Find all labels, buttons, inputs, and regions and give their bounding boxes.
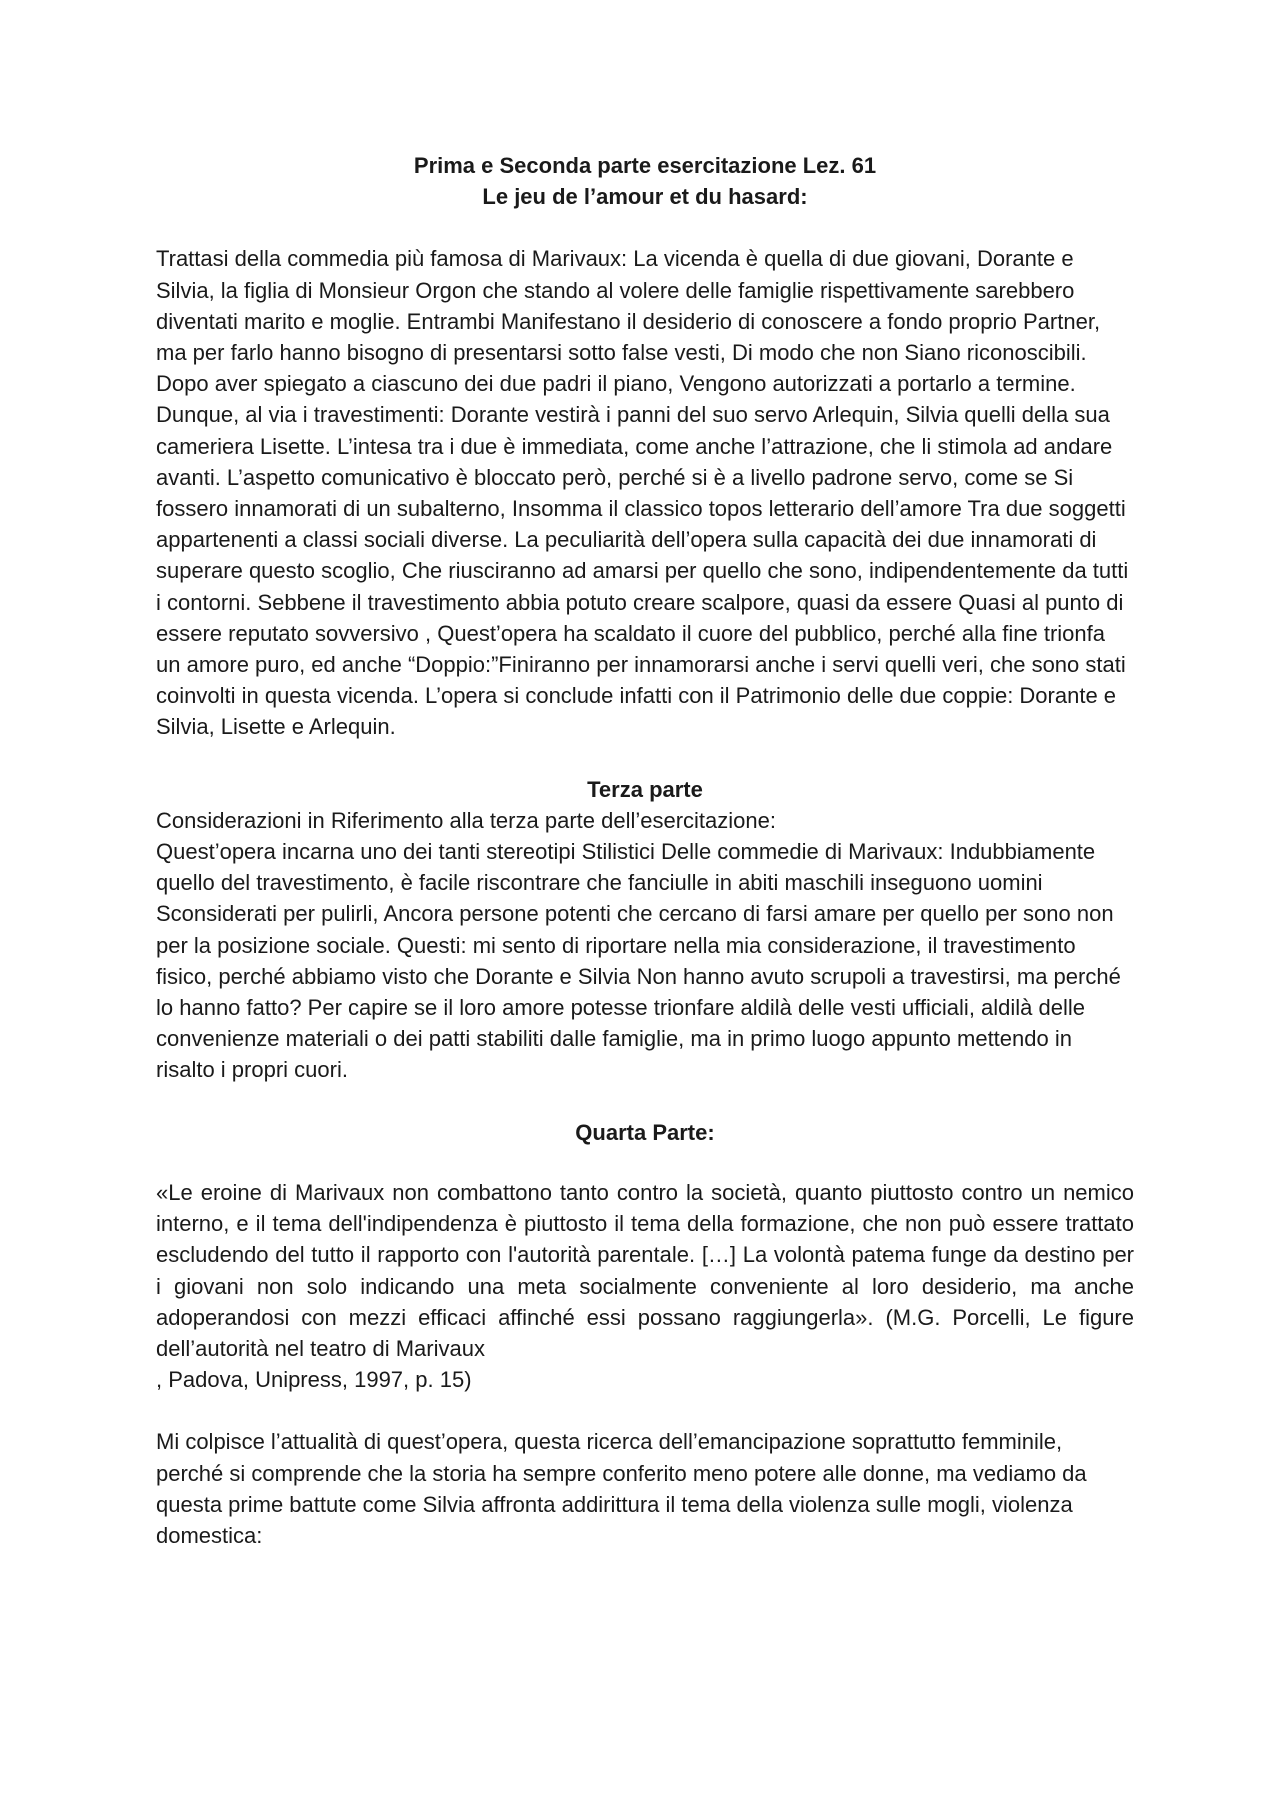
spacer [156, 212, 1134, 243]
document-title-line-1: Prima e Seconda parte esercitazione Lez. 61 [413, 153, 877, 178]
spacer [156, 1148, 1134, 1177]
section-3-heading: Quarta Parte: [575, 1119, 715, 1145]
section-3-closing-paragraph: Mi colpisce l’attualità di quest’opera, questa ricerca dell’emancipazione soprattutto femminile, perché si comprende che la storia ha sempre conferito meno potere alle donne, ma vediamo da questa prime battute come Silvia affronta addirittura il tema della violenza sulle mogli, violenza domestica: [156, 1429, 1087, 1548]
section-1-paragraph: Trattasi della commedia più famosa di Marivaux: La vicenda è quella di due giovani, Dorante e Silvia, la figlia di Monsieur Orgon che stando al volere delle famiglie rispettivamente sarebbero diventati marito e moglie. Entrambi Manifestano il desiderio di conoscere a fondo proprio Partner, ma per farlo hanno bisogno di presentarsi sotto false vesti, Di modo che non Siano riconoscibili. Dopo aver spiegato a ciascuno dei due padri il piano, Vengono autorizzati a portarlo a termine. Dunque, al via i travestimenti: Dorante vestirà i panni del suo servo Arlequin, Silvia quelli della sua cameriera Lisette. L’intesa tra i due è immediata, come anche l’attrazione, che li stimola ad andare avanti. L’aspetto comunicativo è bloccato però, perché si è a livello padrone servo, come se Si fossero innamorati di un subalterno, Insomma il classico topos letterario dell’amore Tra due soggetti appartenenti a classi sociali diverse. La peculiarità dell’opera sulla capacità dei due innamorati di superare questo scoglio, Che riusciranno ad amarsi per quello che sono, indipendentemente da tutti i contorni. Sebbene il travestimento abbia potuto creare scalpore, quasi da essere Quasi al punto di essere reputato sovversivo , Quest’opera ha scaldato il cuore del pubblico, perché alla fine trionfa un amore puro, ed anche “Doppio:”Finiranno per innamorarsi anche i servi quelli veri, che sono stati coinvolti in questa vicenda. L’opera si conclude infatti con il Patrimonio delle due coppie: Dorante e Silvia, Lisette e Arlequin. [156, 246, 1129, 740]
spacer [156, 743, 1134, 774]
section-2-heading: Terza parte [587, 776, 703, 802]
document-page [156, 150, 1134, 1551]
section-2-paragraph: Quest’opera incarna uno dei tanti stereotipi Stilistici Delle commedie di Marivaux: Indubbiamente quello del travestimento, è facile riscontrare che fanciulle in abiti maschili inseguono uomini Sconsiderati per pulirli, Ancora persone potenti che cercano di farsi amare per quello per sono non per la posizione sociale. Questi: mi sento di riportare nella mia considerazione, il travestimento fisico, perché abbiamo visto che Dorante e Silvia Non hanno avuto scrupoli a travestirsi, ma perché lo hanno fatto? Per capire se il loro amore potesse trionfare aldilà delle vesti ufficiali, aldilà delle convenienze materiali o dei patti stabiliti dalle famiglie, ma in primo luogo appunto mettendo in risalto i propri cuori. [156, 839, 1121, 1083]
section-3-quote: «Le eroine di Marivaux non combattono tanto contro la società, quanto piuttosto contro un nemico interno, e il tema dell'indipendenza è piuttosto il tema della formazione, che non può essere trattato escludendo del tutto il rapporto con l'autorità parentale. […] La volontà patema funge da destino per i giovani non solo indicando una meta socialmente conveniente al loro desiderio, ma anche adoperandosi con mezzi efficaci affinché essi possano raggiungerla». (M.G. Porcelli, Le figure dell’autorità nel teatro di Marivaux [156, 1179, 1134, 1361]
section-2-intro: Considerazioni in Riferimento alla terza parte dell’esercitazione: [156, 807, 776, 833]
spacer [156, 1086, 1134, 1117]
document-title-line-2: Le jeu de l’amour et du hasard: [482, 184, 808, 210]
section-3-citation-tail: , Padova, Unipress, 1997, p. 15) [156, 1367, 472, 1393]
spacer [156, 1395, 1134, 1426]
